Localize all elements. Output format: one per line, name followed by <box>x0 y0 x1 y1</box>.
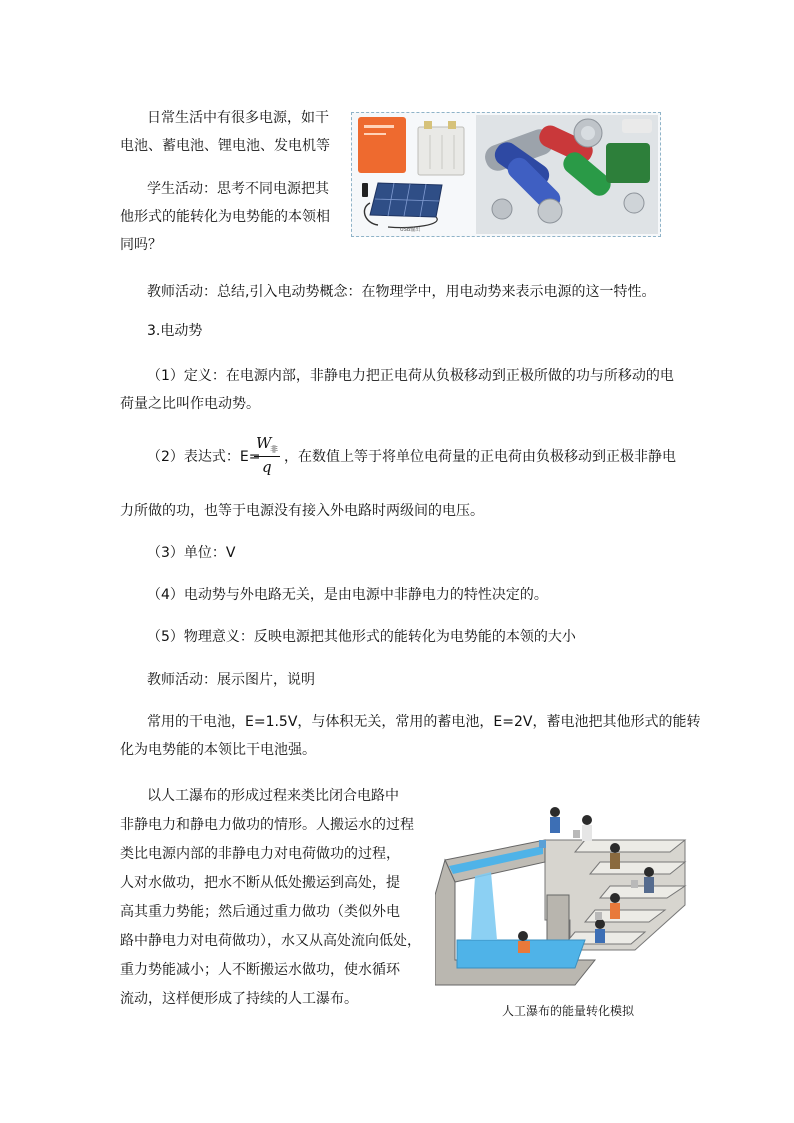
artificial-waterfall-illustration <box>435 800 690 990</box>
definition-line-1: （1）定义：在电源内部，非静电力把正电荷从负极移动到正极所做的功与所移动的电 <box>147 368 674 384</box>
lead-acid-battery <box>418 127 464 175</box>
intro-line-1: 日常生活中有很多电源，如干 <box>147 110 329 126</box>
formula-numerator: W <box>256 434 272 452</box>
teacher-activity-summary: 教师活动：总结,引入电动势概念：在物理学中，用电动势来表示电源的这一特性。 <box>147 284 656 300</box>
fraction-bar <box>254 456 280 457</box>
solar-panel <box>362 183 442 228</box>
definition-line-2: 荷量之比叫作电动势。 <box>120 396 260 412</box>
waterfall-caption: 人工瀑布的能量转化模拟 <box>502 1004 635 1018</box>
section-title-emf: 3.电动势 <box>147 323 203 339</box>
physical-meaning-line: （5）物理意义：反映电源把其他形式的能转化为电势能的本领的大小 <box>147 629 576 645</box>
emf-independent-line: （4）电动势与外电路无关，是由电源中非静电力的特性决定的。 <box>147 587 548 603</box>
common-batteries-line-2: 化为电势能的本领比干电池强。 <box>120 742 316 758</box>
common-batteries-line-1: 常用的干电池，E=1.5V，与体积无关，常用的蓄电池，E=2V，蓄电池把其他形式的能转 <box>147 714 701 730</box>
waterfall-line-4: 人对水做功，把水不断从低处搬运到高处，提 <box>120 875 400 891</box>
waterfall-line-3: 类比电源内部的非静电力对电荷做功的过程， <box>120 846 400 862</box>
student-activity-line-3: 同吗？ <box>120 237 162 253</box>
expression-suffix: ，在数值上等于将单位电荷量的正电荷由负极移动到正极非静电 <box>284 449 676 465</box>
expression-line-2: 力所做的功，也等于电源没有接入外电路时两级间的电压。 <box>120 503 484 519</box>
formula-denominator: q <box>262 458 272 476</box>
battery-collage-image <box>351 112 661 237</box>
waterfall-line-8: 流动，这样便形成了持续的人工瀑布。 <box>120 991 358 1007</box>
formula-subscript: 非 <box>270 445 278 454</box>
student-activity-line-2: 他形式的能转化为电势能的本领相 <box>120 209 330 225</box>
waterfall-line-5: 高其重力势能；然后通过重力做功（类似外电 <box>120 904 400 920</box>
waterfall-line-2: 非静电力和静电力做功的情形。人搬运水的过程 <box>120 817 414 833</box>
unit-line: （3）单位：V <box>147 545 236 561</box>
usb-output-label: USB输出 <box>400 227 421 233</box>
student-activity-line-1: 学生活动：思考不同电源把其 <box>147 181 329 197</box>
waterfall-line-7: 重力势能减小；人不断搬运水做功，使水循环 <box>120 962 400 978</box>
waterfall-line-6: 路中静电力对电荷做功），水又从高处流向低处， <box>120 933 421 949</box>
waterfall-line-1: 以人工瀑布的形成过程来类比闭合电路中 <box>147 788 399 804</box>
teacher-activity-show: 教师活动：展示图片，说明 <box>147 672 315 688</box>
intro-line-2: 电池、蓄电池、锂电池、发电机等 <box>120 138 330 154</box>
expression-prefix: （2）表达式：E= <box>147 449 261 465</box>
